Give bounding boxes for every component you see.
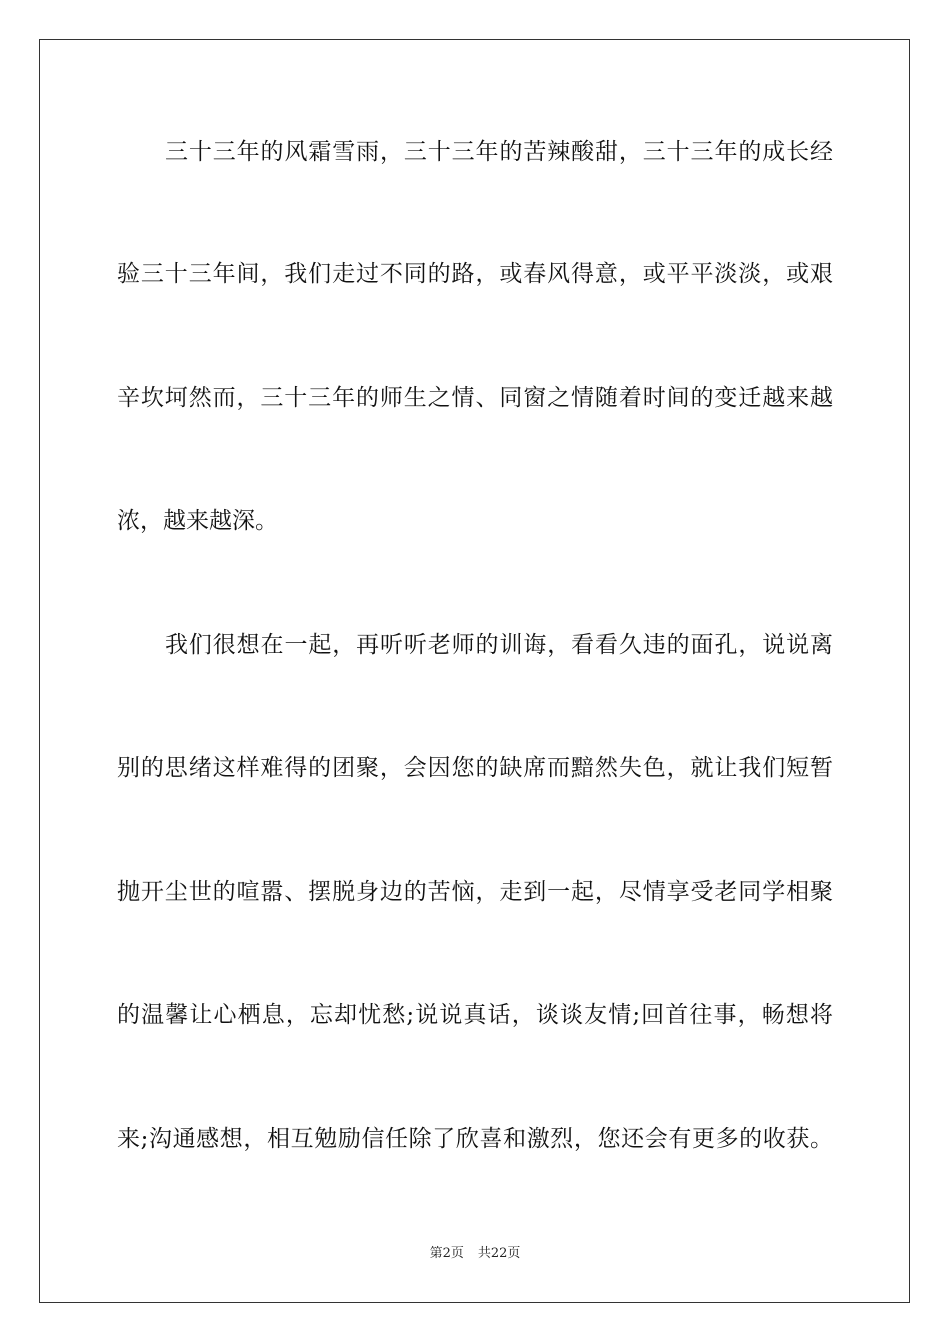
page-total: 共22页 [477,1246,521,1261]
paragraph-line: 我们很想在一起，再听听老师的训诲，看看久违的面孔，说说离 [165,632,833,658]
paragraph-line: 验三十三年间，我们走过不同的路，或春风得意，或平平淡淡，或艰 [117,261,833,287]
paragraph-line: 辛坎坷然而，三十三年的师生之情、同窗之情随着时间的变迁越来越 [117,385,833,411]
page-number: 第2页 [429,1246,464,1261]
paragraph-line: 别的思绪这样难得的团聚，会因您的缺席而黯然失色，就让我们短暂 [117,755,833,781]
paragraph-line: 的温馨让心栖息，忘却忧愁;说说真话，谈谈友情;回首往事，畅想将 [117,1002,833,1028]
paragraph-line: 来;沟通感想，相互勉励信任除了欣喜和激烈，您还会有更多的收获。 [117,1126,833,1152]
paragraph-line: 三十三年的风霜雪雨，三十三年的苦辣酸甜，三十三年的成长经 [165,139,833,165]
paragraph-line: 抛开尘世的喧嚣、摆脱身边的苦恼，走到一起，尽情享受老同学相聚 [117,879,833,905]
page-frame [39,39,910,1303]
page-footer [0,1245,950,1263]
paragraph-line: 浓，越来越深。 [117,508,278,534]
